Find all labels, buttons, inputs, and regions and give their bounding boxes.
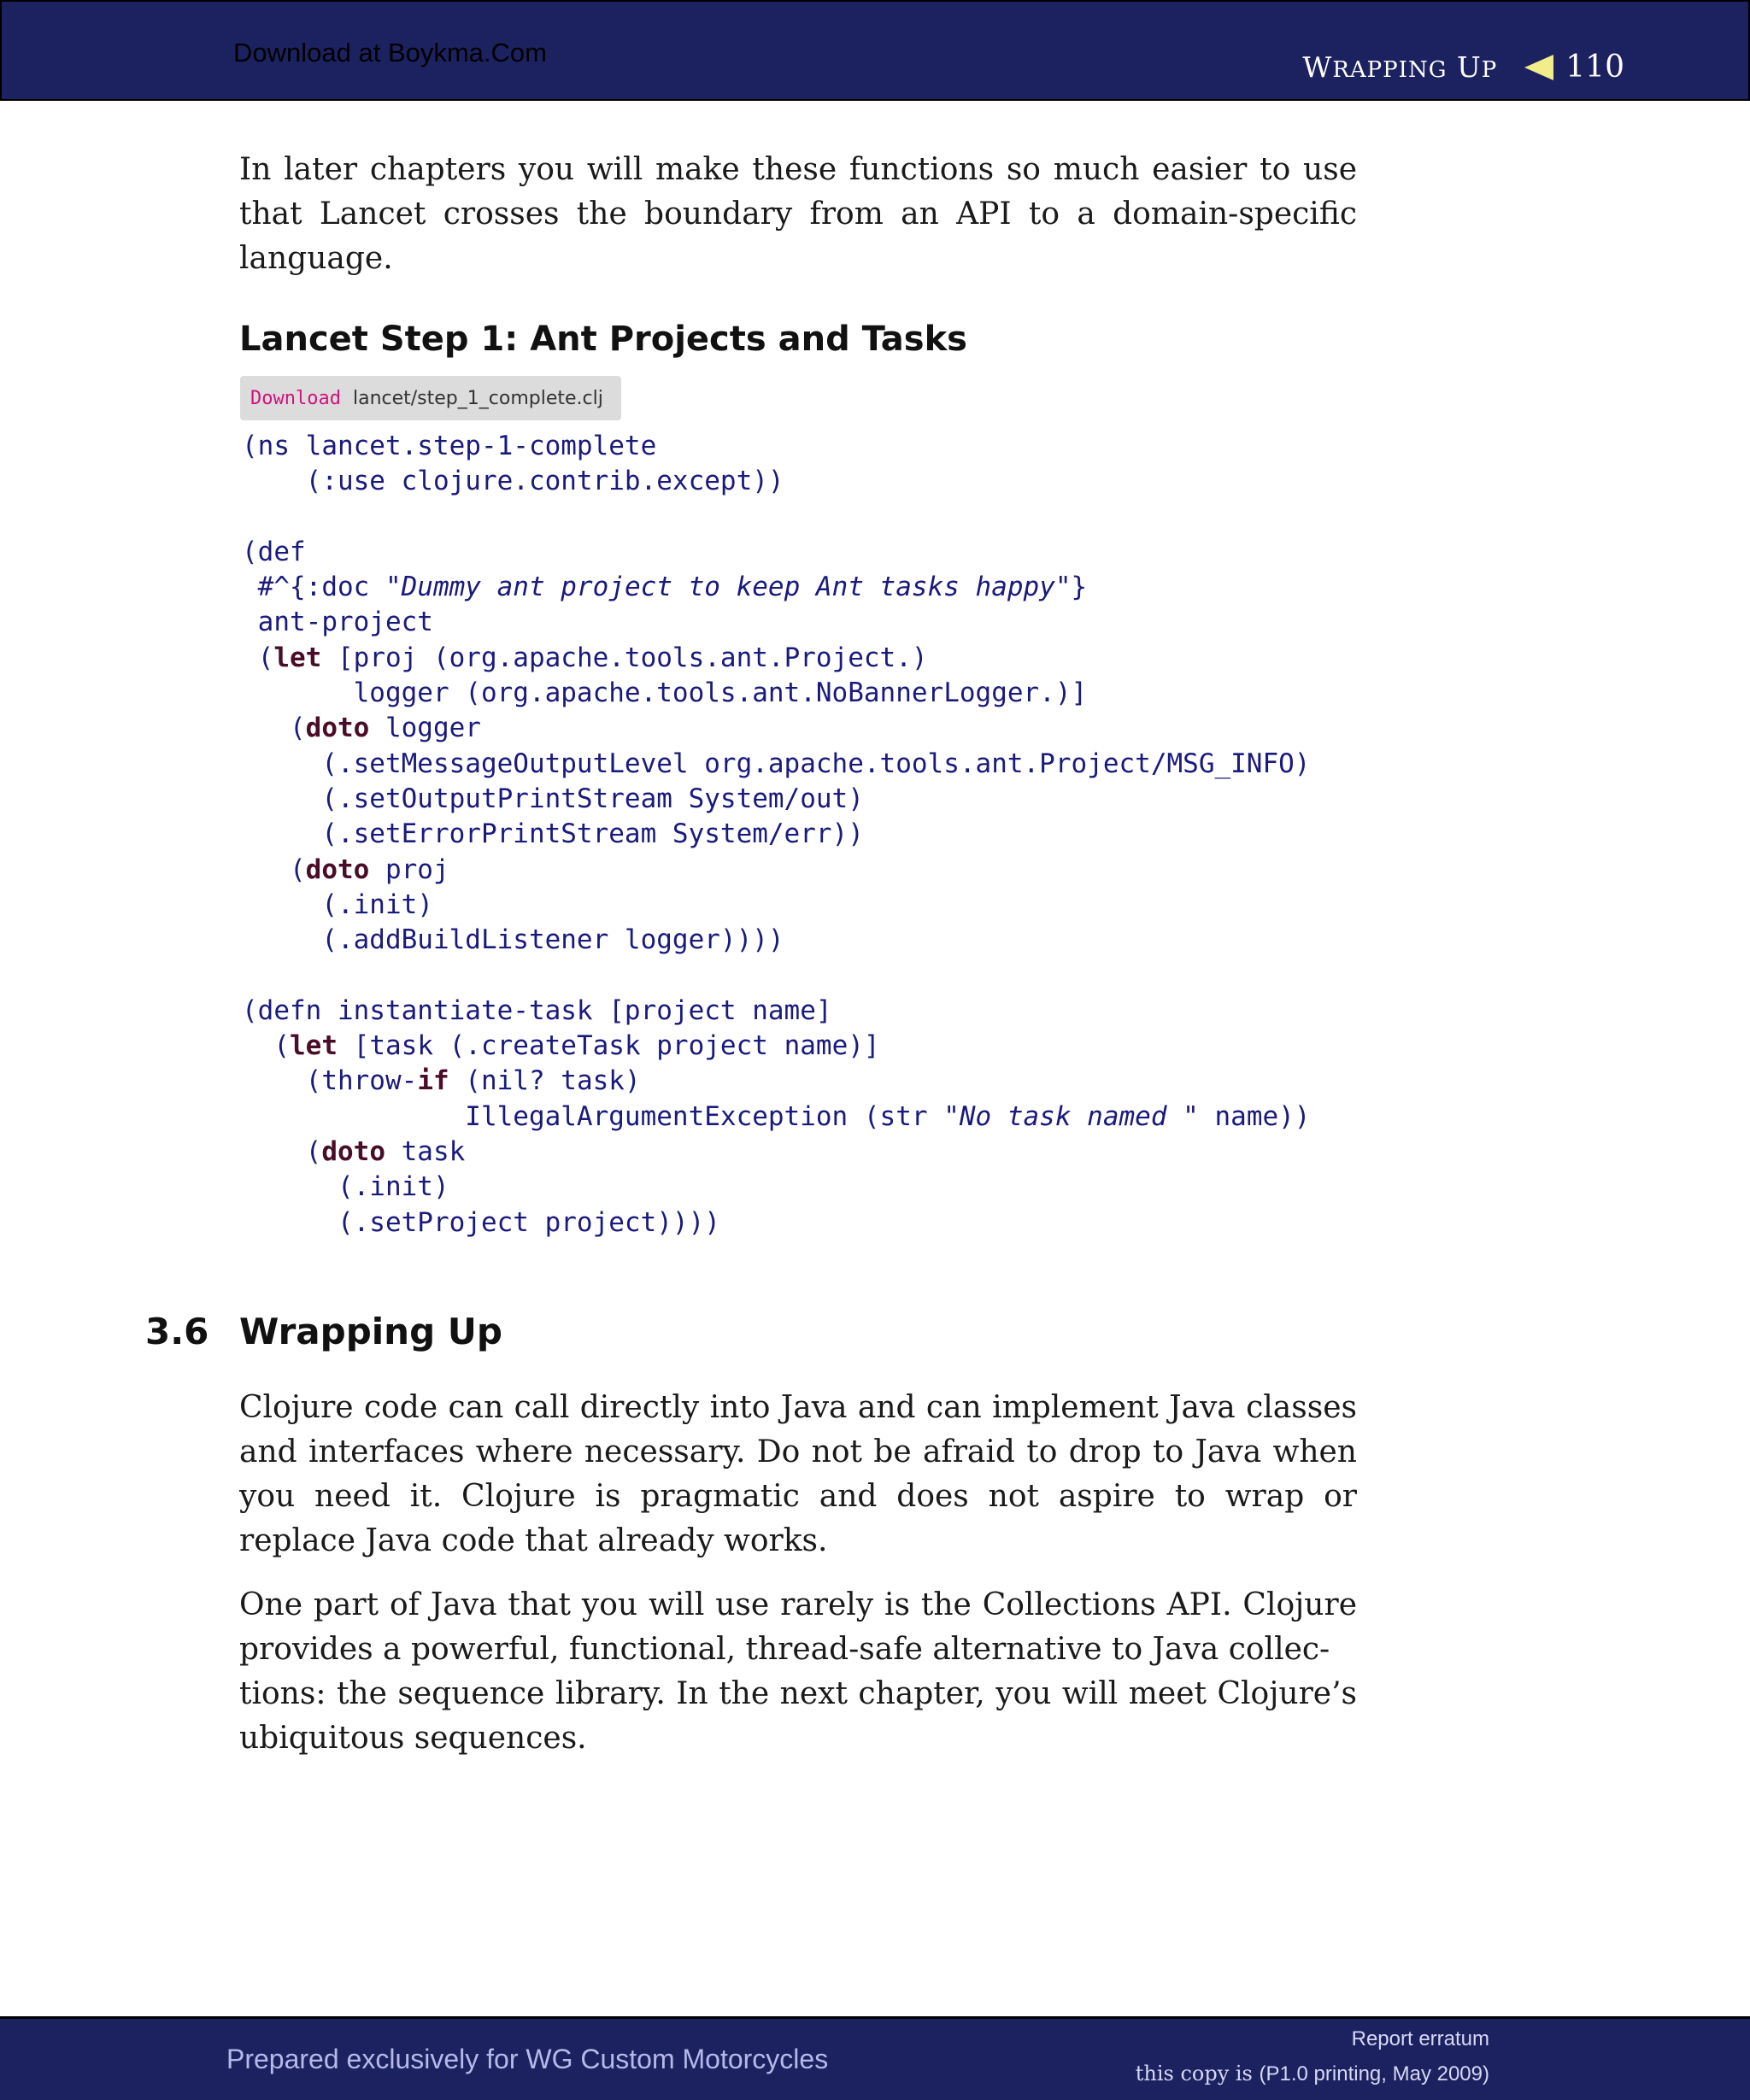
- code-keyword: doto: [321, 1135, 385, 1167]
- report-erratum-link[interactable]: Report erratum: [1351, 2027, 1489, 2050]
- title-rest-rapping: RAPPING: [1332, 57, 1448, 83]
- code-line: (ns lancet.step-1-complete: [242, 431, 657, 461]
- code-line: [proj (org.apache.tools.ant.Project.): [321, 642, 928, 673]
- download-file-name: lancet/step_1_complete.clj: [352, 387, 603, 409]
- title-initial-w: W: [1302, 50, 1333, 84]
- code-line: (:use clojure.contrib.except)): [242, 466, 784, 497]
- code-line: (.init): [242, 1171, 449, 1203]
- title-rest-p: P: [1481, 57, 1498, 83]
- code-line: }: [1071, 572, 1088, 603]
- code-keyword: if: [417, 1065, 449, 1097]
- title-initial-u: U: [1456, 50, 1482, 84]
- code-keyword: doto: [305, 713, 370, 744]
- code-line: (.init): [242, 889, 433, 920]
- copy-info: [1136, 2062, 1489, 2086]
- copy-prefix: this copy is: [1135, 2062, 1253, 2085]
- code-line: name)): [1198, 1100, 1311, 1132]
- code-line: (.setProject project)))): [242, 1206, 720, 1238]
- code-line: (: [242, 853, 306, 885]
- section-paragraph-2: One part of Java that you will use rarely is the Collections API. Clojure provides a powerful, functional, thread-safe alternative to Java collec- tions: the sequence library. In the next chapter, you will meet Clojure’s ubiquitous sequences.: [239, 1587, 1357, 1756]
- code-line: (defn instantiate-task [project name]: [242, 994, 832, 1026]
- download-label: Download: [250, 387, 341, 409]
- running-head: [1302, 50, 1624, 85]
- code-listing: [242, 429, 1310, 1241]
- code-line: logger: [369, 713, 481, 744]
- code-line: (.setOutputPrintStream System/out): [242, 783, 864, 814]
- code-line: (.setMessageOutputLevel org.apache.tools.ant.Project/MSG_INFO): [242, 748, 1311, 779]
- page-number: 110: [1565, 50, 1624, 85]
- code-line: proj: [369, 853, 449, 885]
- code-line: (: [242, 1030, 290, 1062]
- code-keyword: let: [273, 642, 322, 673]
- code-line: (throw-: [242, 1065, 418, 1097]
- code-line: [task (.createTask project name)]: [338, 1030, 880, 1062]
- section-number: 3.6: [145, 1311, 209, 1352]
- code-line: task: [385, 1135, 466, 1167]
- prepared-for-text: Prepared exclusively for WG Custom Motorcycles: [226, 2044, 829, 2074]
- code-line: ant-project: [242, 607, 433, 638]
- code-line: (: [242, 1135, 322, 1167]
- section-paragraph-1: Clojure code can call directly into Java and can implement Java classes and interfaces where necessary. Do not be afraid to drop to Java when you need it. Clojure is pragmatic and does not aspire to wrap or replace Java code that already works.: [239, 1390, 1357, 1558]
- code-line: logger (org.apache.tools.ant.NoBannerLogger.)]: [242, 678, 1088, 709]
- code-keyword: doto: [305, 853, 370, 885]
- code-line: IllegalArgumentException (str: [242, 1100, 944, 1132]
- download-site-banner: Download at Boykma.Com: [233, 38, 547, 67]
- section-title: Wrapping Up: [239, 1311, 502, 1352]
- running-section-title: [1302, 50, 1497, 84]
- code-line: #^{:doc: [242, 572, 385, 603]
- code-line: (: [242, 713, 306, 744]
- code-line: (.addBuildListener logger)))): [242, 924, 784, 956]
- code-line: (.setErrorPrintStream System/err)): [242, 818, 864, 850]
- code-string: "Dummy ant project to keep Ant tasks happy": [385, 572, 1072, 603]
- code-line: (def: [242, 536, 306, 567]
- code-keyword: let: [290, 1030, 338, 1062]
- code-string: "No task named ": [943, 1100, 1199, 1132]
- download-link[interactable]: [240, 376, 621, 420]
- copy-detail: (P1.0 printing, May 2009): [1259, 2062, 1489, 2085]
- code-line: (nil? task): [449, 1065, 641, 1097]
- intro-paragraph: In later chapters you will make these functions so much easier to use that Lancet crosses the boundary from an API to a domain-specific language.: [239, 152, 1357, 276]
- previous-page-arrow-icon[interactable]: [1524, 55, 1553, 80]
- code-heading: Lancet Step 1: Ant Projects and Tasks: [239, 320, 967, 359]
- code-line: (: [242, 642, 274, 673]
